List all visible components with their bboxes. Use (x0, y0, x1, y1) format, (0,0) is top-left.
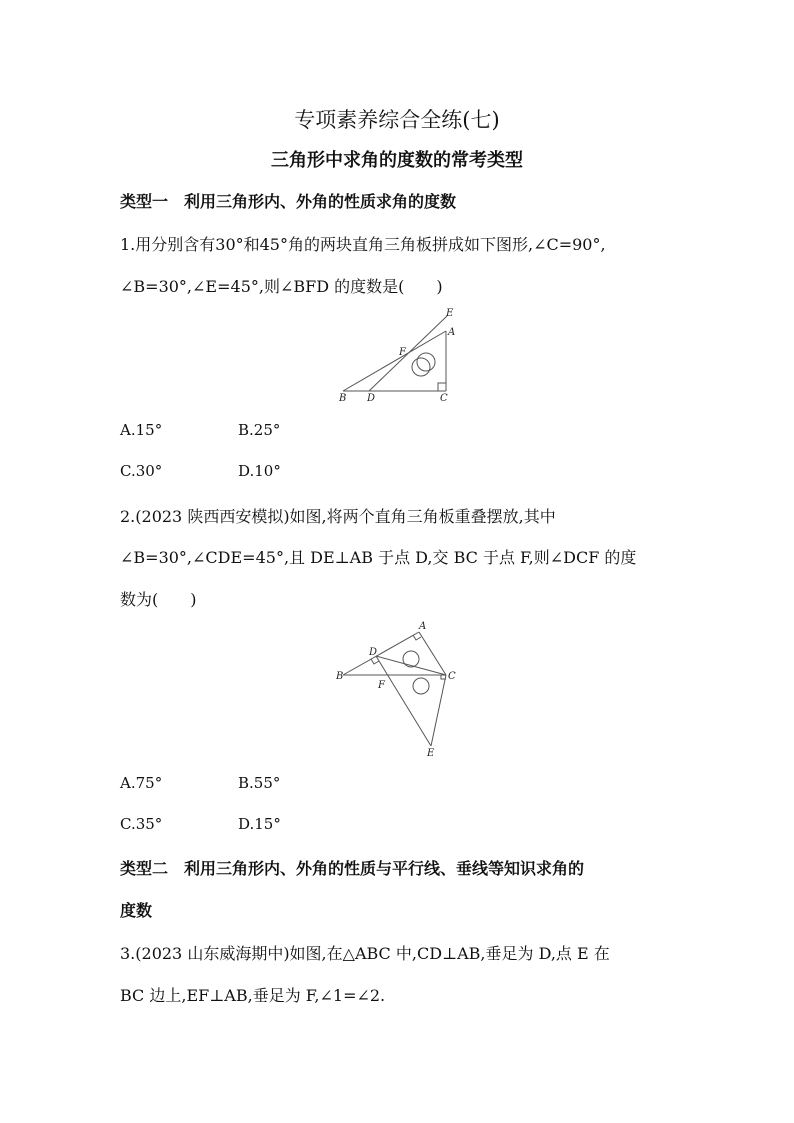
q2-label-c: C (448, 671, 456, 682)
q2-option-b: B.55° (238, 774, 281, 792)
q1-label-b: B (339, 393, 347, 404)
q1-right-angle-mark (438, 383, 446, 391)
q3-text-line1: 3.(2023 山东威海期中)如图,在△ABC 中,CD⊥AB,垂足为 D,点 E 在 (120, 944, 610, 963)
q1-label-e: E (446, 308, 454, 319)
q1-option-b: B.25° (238, 421, 281, 439)
q1-label-f: F (399, 347, 406, 358)
q1-segment-de (369, 316, 447, 391)
q2-label-f: F (378, 680, 385, 691)
q2-text-line2: ∠B=30°,∠CDE=45°,且 DE⊥AB 于点 D,交 BC 于点 F,则∠DCF 的度 (120, 548, 637, 567)
q1-figure (330, 303, 470, 405)
q2-label-e: E (427, 748, 435, 759)
q2-text-line1: 2.(2023 陕西西安模拟)如图,将两个直角三角板重叠摆放,其中 (120, 507, 556, 526)
section-heading-type1: 类型一 利用三角形内、外角的性质求角的度数 (120, 192, 457, 211)
q1-option-a: A.15° (120, 421, 163, 439)
q2-segment-ce (431, 675, 446, 746)
q1-decor-circle-1 (412, 358, 430, 376)
q2-text-line3: 数为( ) (120, 590, 197, 609)
q1-option-c: C.30° (120, 462, 163, 480)
q1-label-a: A (448, 327, 456, 338)
q2-label-b: B (336, 671, 344, 682)
page-subtitle: 三角形中求角的度数的常考类型 (271, 150, 523, 171)
q1-segment-ba (343, 331, 446, 391)
q2-decor-circle-1 (403, 651, 419, 667)
page-title: 专项素养综合全练(七) (294, 108, 500, 132)
section-heading-type2-line1: 类型二 利用三角形内、外角的性质与平行线、垂线等知识求角的 (120, 859, 585, 878)
q2-segment-ba (343, 632, 419, 675)
q2-option-d: D.15° (238, 815, 281, 833)
q1-text-line2: ∠B=30°,∠E=45°,则∠BFD 的度数是( ) (120, 277, 443, 296)
q1-decor-circle-2 (417, 353, 435, 371)
q2-option-a: A.75° (120, 774, 163, 792)
q3-text-line2: BC 边上,EF⊥AB,垂足为 F,∠1=∠2. (120, 986, 386, 1005)
q2-right-angle-mark-a (413, 635, 421, 640)
q2-option-c: C.35° (120, 815, 163, 833)
q2-label-d: D (369, 647, 378, 658)
q1-label-c: C (440, 393, 448, 404)
section-heading-type2-line2: 度数 (120, 901, 153, 920)
q1-option-d: D.10° (238, 462, 281, 480)
q2-figure (330, 613, 470, 763)
q2-segment-de (376, 656, 431, 746)
q1-text-line1: 1.用分别含有30°和45°角的两块直角三角板拼成如下图形,∠C=90°, (120, 235, 606, 254)
q2-decor-circle-2 (413, 678, 429, 694)
q1-label-d: D (367, 393, 376, 404)
q2-label-a: A (419, 621, 427, 632)
